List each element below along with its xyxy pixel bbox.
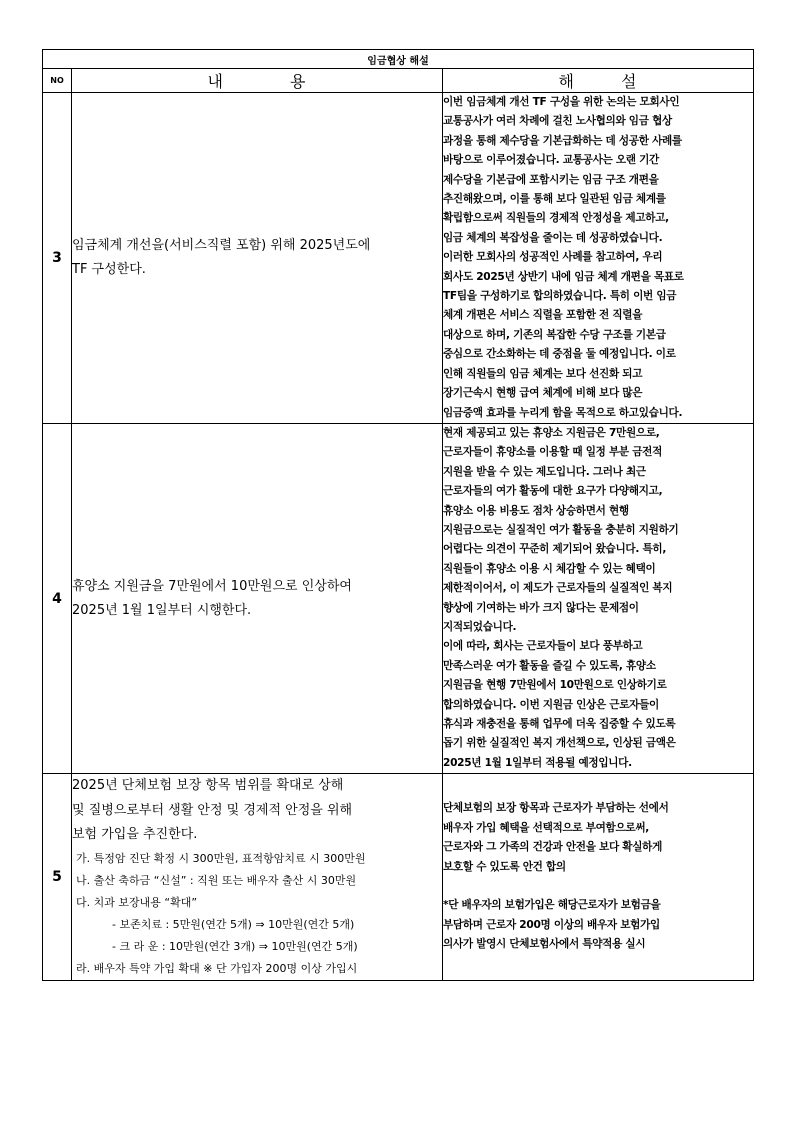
table-row bbox=[43, 423, 754, 773]
explanation-line: 지원금으로는 실질적인 여가 활동을 충분히 지원하기 bbox=[443, 523, 679, 536]
row-content bbox=[72, 423, 443, 773]
row-number: 3 bbox=[43, 93, 72, 424]
explanation-line: 휴양소 이용 비용도 점차 상승하면서 현행 bbox=[443, 504, 629, 517]
row-number: 5 bbox=[43, 774, 72, 981]
explanation-line: 체계 개편은 서비스 직렬을 포함한 전 직렬을 bbox=[443, 309, 643, 322]
row-number: 4 bbox=[43, 423, 72, 773]
header-explanation-label: 해 설 bbox=[558, 72, 638, 91]
header-content bbox=[72, 69, 443, 93]
row-explanation bbox=[443, 93, 754, 424]
spacer bbox=[443, 877, 753, 896]
content-line: 2025년 단체보험 보장 항목 범위를 확대로 상해 bbox=[72, 778, 344, 794]
content-item: 라. 배우자 특약 가입 확대 ※ 단 가입자 200명 이상 가입시 bbox=[76, 961, 358, 975]
explanation-line: 임금증액 효과를 누리게 함을 목적으로 하고있습니다. bbox=[443, 406, 683, 419]
content-line: 2025년 1월 1일부터 시행한다. bbox=[72, 602, 252, 618]
content-item: 가. 특정암 진단 확정 시 300만원, 표적항암치료 시 300만원 bbox=[76, 851, 366, 865]
explanation-line: 제한적이어서, 이 제도가 근로자들의 실질적인 복지 bbox=[443, 582, 673, 595]
explanation-line: 지적되었습니다. bbox=[443, 620, 517, 633]
explanation-line: 교통공사가 여러 차례에 걸친 노사협의와 임금 협상 bbox=[443, 115, 672, 128]
title-row bbox=[43, 50, 754, 69]
header-content-label: 내 용 bbox=[207, 72, 307, 91]
content-item: 나. 출산 축하금 “신설” : 직원 또는 배우자 출산 시 30만원 bbox=[76, 873, 357, 887]
header-no: NO bbox=[43, 69, 72, 93]
explanation-line: 이번 임금체계 개선 TF 구성을 위한 논의는 모회사인 bbox=[443, 96, 680, 108]
row-content bbox=[72, 93, 443, 424]
explanation-line: 만족스러운 여가 활동을 즐길 수 있도록, 휴양소 bbox=[443, 659, 656, 672]
explanation-line: 배우자 가입 혜택을 선택적으로 부여함으로써, bbox=[443, 821, 650, 834]
explanation-line: 지원을 받을 수 있는 제도입니다. 그러나 최근 bbox=[443, 465, 646, 478]
explanation-line: 향상에 기여하는 바가 크지 않다는 문제점이 bbox=[443, 601, 639, 614]
content-line: 임금체계 개선을(서비스직렬 포함) 위해 2025년도에 bbox=[72, 237, 371, 253]
content-line: 및 질병으로부터 생활 안정 및 경제적 안정을 위해 bbox=[72, 802, 353, 818]
explanation-note-line: 부담하며 근로자 200명 이상의 배우자 보험가입 bbox=[443, 918, 660, 931]
explanation-line: 보호할 수 있도록 안건 합의 bbox=[443, 860, 566, 873]
explanation-line: 직원들이 휴양소 이용 시 체감할 수 있는 혜택이 bbox=[443, 562, 656, 575]
table-row bbox=[43, 93, 754, 424]
explanation-line: 인해 직원들의 임금 체계는 보다 선진화 되고 bbox=[443, 367, 643, 380]
explanation-line: 근로자들이 휴양소를 이용할 때 일정 부분 금전적 bbox=[443, 446, 662, 459]
row-explanation bbox=[443, 423, 754, 773]
row-content bbox=[72, 774, 443, 981]
explanation-line: 지원금을 현행 7만원에서 10만원으로 인상하기로 bbox=[443, 679, 667, 692]
explanation-line: 2025년 1월 1일부터 적용될 예정입니다. bbox=[443, 756, 632, 769]
explanation-line: 돕기 위한 실질적인 복지 개선책으로, 인상된 금액은 bbox=[443, 737, 676, 750]
explanation-line: 근로자들의 여가 활동에 대한 요구가 다양해지고, bbox=[443, 485, 663, 498]
explanation-line: 현재 제공되고 있는 휴양소 지원금은 7만원으로, bbox=[443, 426, 660, 439]
explanation-line: 과정을 통해 제수당을 기본급화하는 데 성공한 사례를 bbox=[443, 134, 682, 147]
explanation-line: 추진해왔으며, 이를 통해 보다 일관된 임금 체계를 bbox=[443, 193, 666, 206]
content-subitem: - 보존치료 : 5만원(연간 5개) ⇒ 10만원(연간 5개) bbox=[112, 917, 355, 931]
header-row bbox=[43, 69, 754, 93]
explanation-line: 이에 따라, 회사는 근로자들이 보다 풍부하고 bbox=[443, 640, 643, 653]
row-explanation bbox=[443, 774, 754, 981]
explanation-line: 합의하였습니다. 이번 지원금 인상은 근로자들이 bbox=[443, 698, 659, 711]
explanation-note-line: 의사가 발영시 단체보험사에서 특약적용 실시 bbox=[443, 938, 646, 951]
content-item: 다. 치과 보장내용 “확대” bbox=[76, 895, 198, 909]
explanation-line: 장기근속시 현행 급여 체계에 비해 보다 많은 bbox=[443, 387, 643, 400]
explanation-note-line: *단 배우자의 보험가입은 해당근로자가 보험금을 bbox=[443, 899, 661, 912]
explanation-line: 휴식과 재충전을 통해 업무에 더욱 집중할 수 있도록 bbox=[443, 718, 676, 730]
explanation-line: 어렵다는 의견이 꾸준히 제기되어 왔습니다. 특히, bbox=[443, 543, 667, 556]
explanation-line: 단체보험의 보장 항목과 근로자가 부담하는 선에서 bbox=[443, 802, 669, 815]
content-line: TF 구성한다. bbox=[72, 261, 146, 277]
explanation-line: 확립함으로써 직원들의 경제적 안정성을 제고하고, bbox=[443, 212, 669, 225]
content-line: 휴양소 지원금을 7만원에서 10만원으로 인상하여 bbox=[72, 578, 352, 594]
explanation-line: 근로자와 그 가족의 건강과 안전을 보다 확실하게 bbox=[443, 841, 662, 854]
content-line: 보험 가입을 추진한다. bbox=[72, 827, 198, 843]
explanation-line: 대상으로 하며, 기존의 복잡한 수당 구조를 기본급 bbox=[443, 328, 666, 341]
header-explanation bbox=[443, 69, 754, 93]
wage-negotiation-table bbox=[42, 49, 754, 981]
table-row bbox=[43, 774, 754, 981]
explanation-line: 이러한 모회사의 성공적인 사례를 참고하여, 우리 bbox=[443, 251, 663, 264]
explanation-line: 제수당을 기본급에 포함시키는 임금 구조 개편을 bbox=[443, 173, 659, 186]
explanation-line: 바탕으로 이루어졌습니다. 교통공사는 오랜 기간 bbox=[443, 154, 659, 167]
explanation-line: TF팀을 구성하기로 합의하였습니다. 특히 이번 임금 bbox=[443, 290, 677, 303]
explanation-line: 중심으로 간소화하는 데 중점을 둘 예정입니다. 이로 bbox=[443, 348, 676, 361]
table-title: 임금협상 해설 bbox=[43, 50, 754, 69]
explanation-line: 회사도 2025년 상반기 내에 임금 체계 개편을 목표로 bbox=[443, 270, 684, 283]
explanation-line: 임금 체계의 복잡성을 줄이는 데 성공하였습니다. bbox=[443, 231, 663, 244]
content-subitem: - 크 라 운 : 10만원(연간 3개) ⇒ 10만원(연간 5개) bbox=[112, 939, 358, 953]
